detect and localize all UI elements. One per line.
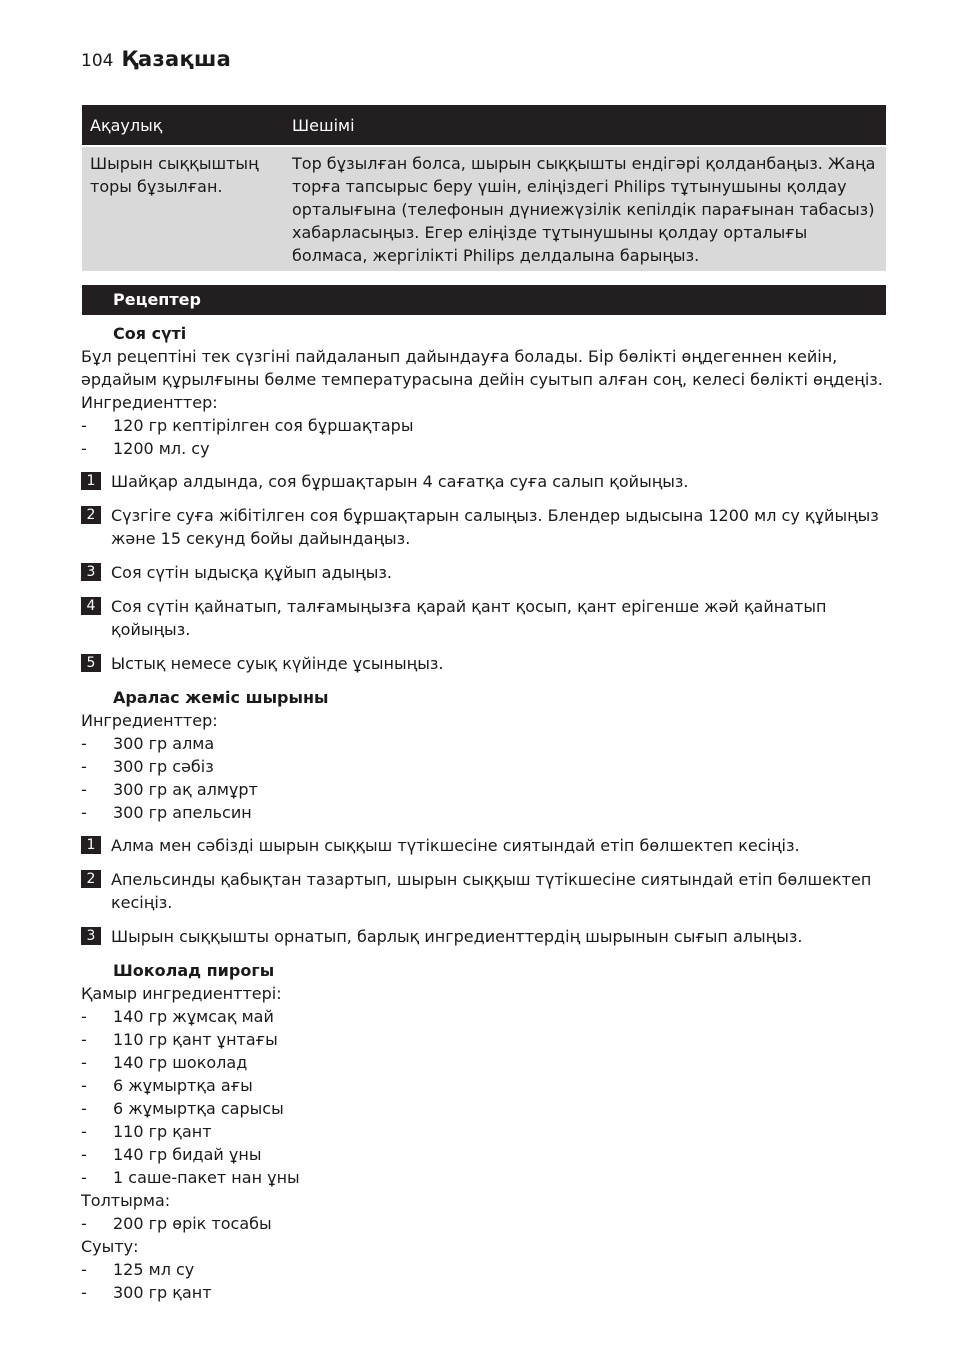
list-item: - 300 гр ақ алмұрт [81,780,258,799]
list-item: - 6 жұмыртқа ағы [81,1076,253,1095]
dough-label: Қамыр ингредиенттері: [81,984,282,1003]
column-header-solution: Шешімі [284,105,886,146]
step-item: 1 Шайқар алдында, соя бұршақтарын 4 сағатқа суға салып қойыңыз. [81,470,891,493]
step-number-badge: 5 [81,654,101,672]
list-item: - 1200 мл. су [81,439,210,458]
step-item: 3 Соя сүтін ыдысқа құйып адыңыз. [81,561,891,584]
list-item: - 300 гр қант [81,1283,212,1302]
soy-milk-steps [81,470,891,675]
solution-cell: Тор бұзылған болса, шырын сыққышты ендігәрі қолданбаңыз. Жаңа торға тапсырыс беру үшін, еліңіздегі Philips тұтынушыны қолдау орталығына (телефонын дүниежүзілік кепілдік парағынан табасыз) хабарласыңыз. Егер еліңізде тұтынушыны қолдау орталығы болмаса, жергілікті Philips делдалына барыңыз. [284,146,886,271]
list-item: - 300 гр апельсин [81,803,252,822]
page-header [81,47,231,71]
step-item: 1 Алма мен сәбізді шырын сыққыш түтікшесіне сиятындай етіп бөлшектеп кесіңіз. [81,834,891,857]
list-item: - 110 гр қант [81,1122,212,1141]
column-header-problem: Ақаулық [82,105,284,146]
soy-milk-intro: Бұл рецептіні тек сүзгіні пайдаланып дайындауға болады. Бір бөлікті өңдегеннен кейін, әрдайым құрылғыны бөлме температурасына дейін суытып алған соң, келесі бөлікті өңдеңіз. [81,347,883,389]
step-item: 4 Соя сүтін қайнатып, талғамыңызға қарай қант қосып, қант ерігенше жәй қайнатып қойыңыз. [81,595,891,641]
list-item: - 200 гр өрік тосабы [81,1214,272,1233]
table-row [82,146,886,271]
list-item: - 300 гр алма [81,734,215,753]
step-number-badge: 1 [81,836,101,854]
soy-milk-title: Соя сүті [113,324,187,343]
step-number-badge: 1 [81,472,101,490]
list-item: - 140 гр шоколад [81,1053,248,1072]
step-item: 2 Апельсинды қабықтан тазартып, шырын сыққыш түтікшесіне сиятындай етіп бөлшектеп кесіңіз. [81,868,891,914]
step-number-badge: 2 [81,870,101,888]
step-number-badge: 2 [81,506,101,524]
step-item: 5 Ыстық немесе суық күйінде ұсыныңыз. [81,652,891,675]
step-number-badge: 3 [81,563,101,581]
list-item: - 110 гр қант ұнтағы [81,1030,278,1049]
mixed-juice-title: Аралас жеміс шырыны [113,688,329,707]
list-item: - 300 гр сәбіз [81,757,214,776]
table-header-row [82,105,886,146]
filling-label: Толтырма: [81,1191,171,1210]
list-item: - 140 гр жұмсақ май [81,1007,274,1026]
recipes-content [81,322,891,1304]
page-language-title: Қазақша [121,47,232,71]
step-item: 2 Сүзгіге суға жібітілген соя бұршақтарын салыңыз. Блендер ыдысына 1200 мл су құйыңыз және 15 секунд бойы дайындаңыз. [81,504,891,550]
mixed-juice-steps [81,834,891,948]
soy-milk-ingredients-label: Ингредиенттер: [81,393,218,412]
glaze-label: Суыту: [81,1237,139,1256]
list-item: - 125 мл су [81,1260,195,1279]
mixed-juice-ingredients-label: Ингредиенттер: [81,711,218,730]
problem-cell: Шырын сыққыштың торы бұзылған. [82,146,284,271]
list-item: - 1 саше-пакет нан ұны [81,1168,300,1187]
list-item: - 6 жұмыртқа сарысы [81,1099,284,1118]
recipes-section-title: Рецептер [82,285,886,315]
step-number-badge: 4 [81,597,101,615]
step-number-badge: 3 [81,927,101,945]
list-item: - 120 гр кептірілген соя бұршақтары [81,416,414,435]
troubleshooting-table [82,105,886,271]
step-item: 3 Шырын сыққышты орнатып, барлық ингредиенттердің шырынын сығып алыңыз. [81,925,891,948]
list-item: - 140 гр бидай ұны [81,1145,262,1164]
chocolate-cake-title: Шоколад пирогы [113,961,275,980]
page-number: 104 [81,51,114,71]
